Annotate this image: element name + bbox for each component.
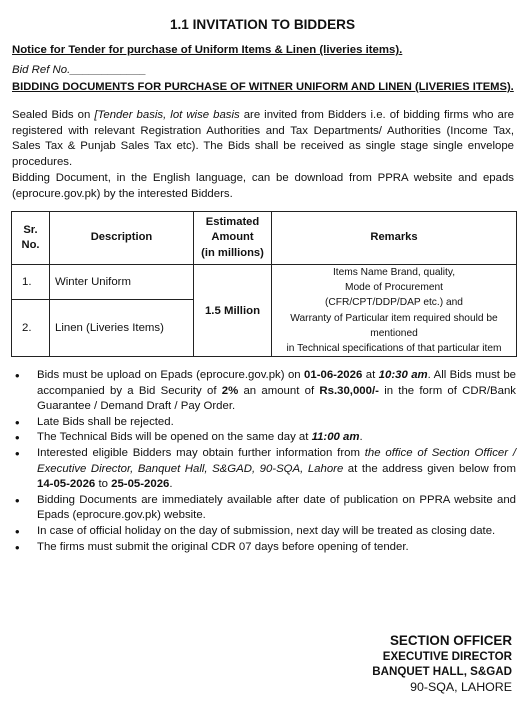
items-table: [11, 211, 517, 357]
list-item: • The firms must submit the original CDR 07 days before opening of tender.: [14, 540, 516, 556]
page-title: 1.1 INVITATION TO BIDDERS: [169, 17, 356, 32]
terms-list: [14, 368, 516, 555]
row-description: Winter Uniform: [50, 265, 194, 300]
list-item: • Bidding Documents are immediately available after date of publication on PPRA website and Epads (eprocure.gov.pk) website.: [14, 493, 516, 524]
intro-text-a: Sealed Bids on: [12, 109, 95, 121]
header-estimated-amount: Estimated Amount (in millions): [194, 212, 272, 265]
bidding-document-paragraph: Bidding Document, in the English language, can be download from PPRA website and epads (eprocure.gov.pk) by the interested Bidders.: [12, 172, 514, 200]
notice-line: Notice for Tender for purchase of Uniform Items & Linen (liveries items).: [12, 44, 403, 56]
row-sr: 1.: [12, 265, 50, 300]
remarks-cell: Items Name Brand, quality, Mode of Procurement (CFR/CPT/DDP/DAP etc.) and Warranty of Particular item required should be mentioned in Technical specifications of that particular item: [272, 265, 517, 357]
signature-office: BANQUET HALL, S&GAD: [372, 665, 512, 678]
signature-address: 90-SQA, LAHORE: [410, 679, 512, 694]
intro-text-c: are invited from Bidders i.e. of bidding firms who are registered with relevant Registration Authorities and Tax Departments/ Authorities (Income Tax, Sales Tax & Punjab Sales Tax etc). The Bids shall be received as single stage single envelope procedures.: [12, 109, 514, 168]
list-item: • Late Bids shall be rejected.: [14, 415, 516, 431]
row-description: Linen (Liveries Items): [50, 300, 194, 357]
list-item: • Bids must be upload on Epads (eprocure.gov.pk) on 01-06-2026 at 10:30 am. All Bids must be accompanied by a Bid Security of 2% an amount of Rs.30,000/- in the form of CDR/Bank Guarantee / Demand Draft / Pay Order.: [14, 368, 516, 415]
row-sr: 2.: [12, 300, 50, 357]
bidding-documents-heading: BIDDING DOCUMENTS FOR PURCHASE OF WITNER UNIFORM AND LINEN (LIVERIES ITEMS).: [12, 81, 514, 93]
header-description: Description: [50, 212, 194, 265]
header-sr-no: Sr. No.: [12, 212, 50, 265]
estimated-amount-value: 1.5 Million: [194, 265, 272, 357]
intro-text-basis: [Tender basis, lot wise basis: [94, 109, 240, 121]
table-header-row: [12, 212, 517, 265]
signature-block: [340, 633, 512, 695]
signature-title: SECTION OFFICER: [389, 633, 512, 648]
list-item: • In case of official holiday on the day of submission, next day will be treated as closing date.: [14, 524, 516, 540]
bid-ref-line: Bid Ref No.____________: [12, 64, 147, 76]
header-remarks: Remarks: [272, 212, 517, 265]
list-item: • Interested eligible Bidders may obtain further information from the office of Section Officer / Executive Director, Banquet Hall, S&GAD, 90-SQA, Lahore at the address given below from 14-05-2026 to 25-05-2026.: [14, 446, 516, 493]
list-item: • The Technical Bids will be opened on the same day at 11:00 am.: [14, 430, 516, 446]
intro-paragraph: [12, 108, 514, 170]
signature-designation: EXECUTIVE DIRECTOR: [382, 649, 512, 663]
table-row: [12, 265, 517, 300]
